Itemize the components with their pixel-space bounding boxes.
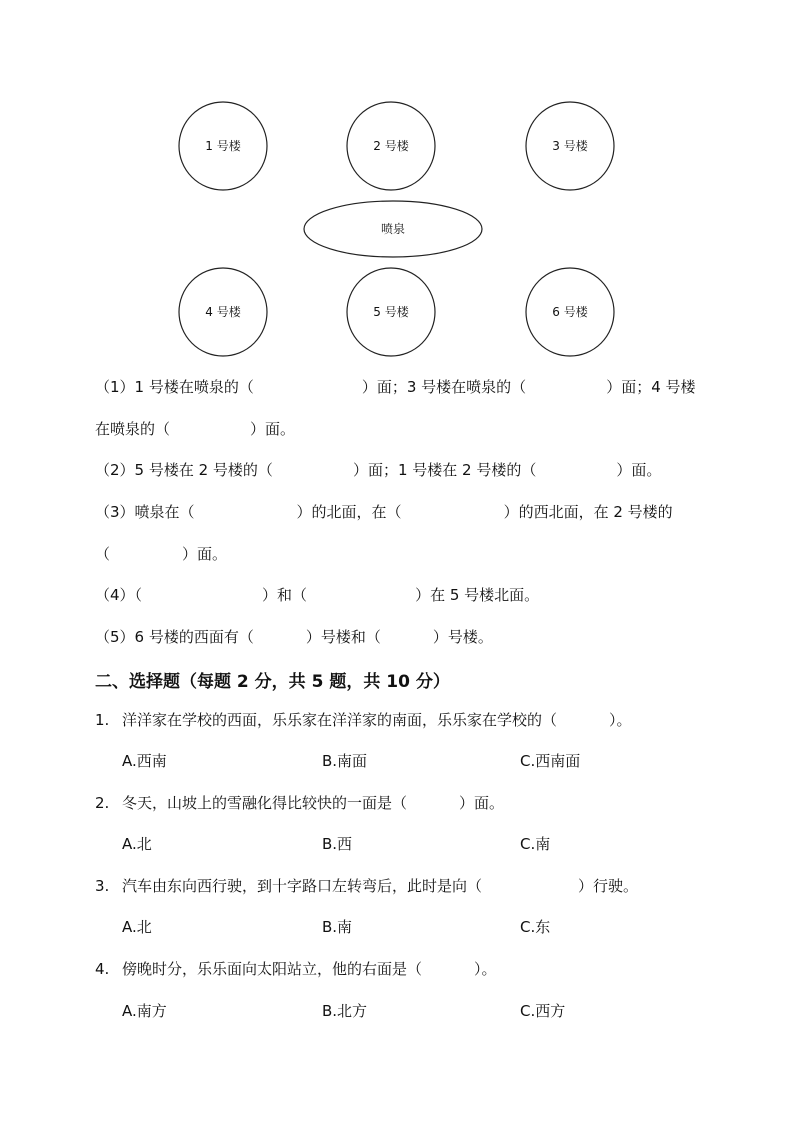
building-3-label: 3 号楼 [552, 139, 588, 153]
q2-text-a: （2）5 号楼在 2 号楼的（ [95, 461, 273, 479]
question-text-a: 洋洋家在学校的西面，乐乐家在洋洋家的南面，乐乐家在学校的（ [122, 711, 558, 729]
q4-option-c[interactable]: C.西方 [520, 1002, 566, 1020]
q1-option-a[interactable]: A.西南 [122, 752, 167, 770]
choice-question-2 [95, 793, 504, 813]
q1-text-c: ）面；4 号楼 [606, 378, 696, 396]
building-2-label: 2 号楼 [373, 139, 409, 153]
question-text-a: 冬天，山坡上的雪融化得比较快的一面是（ [122, 794, 408, 812]
q3-option-a[interactable]: A.北 [122, 918, 152, 936]
q3-text-b: ）的北面，在（ [296, 503, 402, 521]
choice-question-1 [95, 710, 632, 730]
q5-text-c: ）号楼。 [432, 628, 493, 646]
question-text-a: 傍晚时分，乐乐面向太阳站立，他的右面是（ [122, 960, 423, 978]
fill-question-2 [95, 460, 661, 480]
q4-text-b: ）和（ [262, 586, 308, 604]
fountain-label: 喷泉 [380, 222, 405, 236]
fill-question-3-line-2 [95, 544, 227, 564]
question-text-b: ）行驶。 [578, 877, 639, 895]
q2-text-c: ）面。 [616, 461, 662, 479]
building-4-label: 4 号楼 [205, 305, 241, 319]
q4-text-c: ）在 5 号楼北面。 [415, 586, 540, 604]
q1-text-e: ）面。 [250, 420, 296, 438]
q2-option-c[interactable]: C.南 [520, 835, 551, 853]
question-text-b: ）。 [609, 711, 632, 729]
q5-text-b: ）号楼和（ [305, 628, 381, 646]
q3-text-e: ）面。 [182, 545, 228, 563]
q3-text-d: （ [95, 545, 111, 563]
q2-option-a[interactable]: A.北 [122, 835, 152, 853]
q3-option-c[interactable]: C.东 [520, 918, 551, 936]
q4-option-a[interactable]: A.南方 [122, 1002, 167, 1020]
building-1-label: 1 号楼 [205, 139, 241, 153]
building-6-label: 6 号楼 [552, 305, 588, 319]
question-text-b: ）面。 [459, 794, 505, 812]
question-number: 4. [95, 960, 110, 978]
q3-text-a: （3）喷泉在（ [95, 503, 195, 521]
choice-question-4 [95, 959, 497, 979]
q4-option-b[interactable]: B.北方 [322, 1002, 368, 1020]
question-number: 3. [95, 877, 110, 895]
q2-option-b[interactable]: B.西 [322, 835, 353, 853]
building-5-label: 5 号楼 [373, 305, 409, 319]
q3-text-c: ）的西北面，在 2 号楼的 [503, 503, 673, 521]
question-number: 1. [95, 711, 110, 729]
fill-question-1-line-2 [95, 419, 295, 439]
question-text-a: 汽车由东向西行驶，到十字路口左转弯后，此时是向（ [122, 877, 483, 895]
q1-option-c[interactable]: C.西南面 [520, 752, 581, 770]
q3-option-b[interactable]: B.南 [322, 918, 353, 936]
fill-question-4 [95, 585, 539, 605]
q1-option-b[interactable]: B.南面 [322, 752, 368, 770]
building-diagram [0, 0, 794, 370]
fill-question-3-line-1 [95, 502, 673, 522]
q1-text-a: （1）1 号楼在喷泉的（ [95, 378, 254, 396]
fill-question-1-line-1 [95, 377, 696, 397]
q1-text-b: ）面；3 号楼在喷泉的（ [361, 378, 527, 396]
q2-text-b: ）面；1 号楼在 2 号楼的（ [352, 461, 537, 479]
fill-question-5 [95, 627, 493, 647]
q5-text-a: （5）6 号楼的西面有（ [95, 628, 254, 646]
choice-question-3 [95, 876, 638, 896]
question-text-b: ）。 [474, 960, 497, 978]
section-2-title: 二、选择题（每题 2 分，共 5 题，共 10 分） [95, 672, 450, 692]
q4-text-a: （4）（ [95, 586, 143, 604]
q1-text-d: 在喷泉的（ [95, 420, 171, 438]
question-number: 2. [95, 794, 110, 812]
